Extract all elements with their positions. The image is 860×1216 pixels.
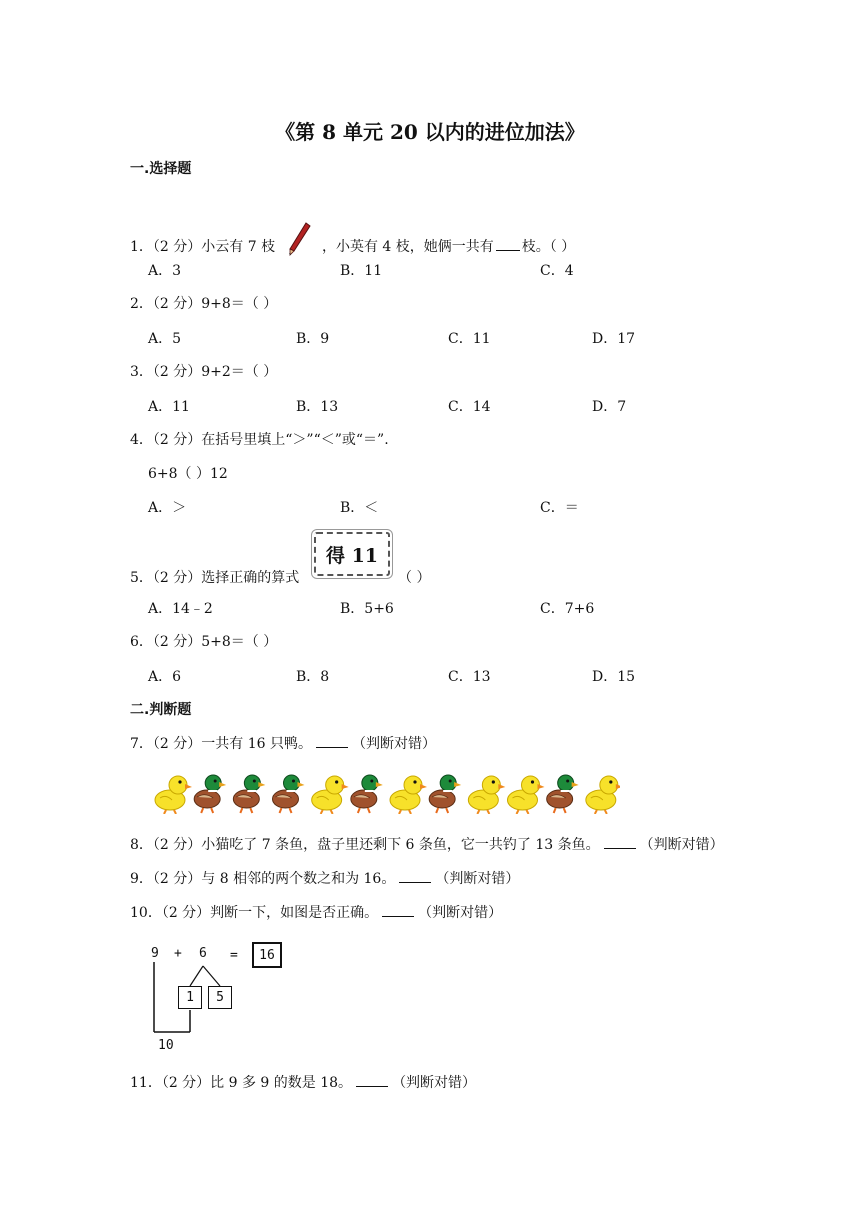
option-c[interactable]: C．11: [448, 331, 491, 347]
question-9: [130, 868, 519, 888]
diagram-plus: +: [174, 946, 182, 961]
question-5: 5．（2 分）选择正确的算式: [130, 570, 300, 586]
question-3: 3．（2 分）9+2＝（ ）: [130, 364, 278, 380]
option-a[interactable]: A．14﹣2: [148, 601, 213, 617]
option-b[interactable]: B．＜: [340, 500, 379, 516]
option-a[interactable]: A．3: [148, 263, 182, 279]
option-b[interactable]: B．5+6: [340, 601, 394, 617]
diagram-equals: =: [230, 948, 238, 963]
option-d[interactable]: D．15: [592, 669, 636, 685]
question-1-text-tail: 枝。（ ）: [521, 239, 576, 255]
diagram-addend-b: 6: [199, 946, 207, 961]
question-9-text: 9．（2 分）与 8 相邻的两个数之和为 16。: [130, 871, 396, 887]
question-10: [130, 902, 502, 922]
mallard-duck-icon: [233, 775, 265, 813]
question-6: 6．（2 分）5+8＝（ ）: [130, 634, 278, 650]
option-c[interactable]: C．13: [448, 669, 491, 685]
section-judge-heading: 二.判断题: [130, 702, 192, 718]
yellow-duck-icon: [586, 776, 620, 814]
target-sum-box: 得 11: [314, 532, 390, 576]
diagram-result: 16: [259, 947, 275, 963]
yellow-duck-icon: [155, 776, 192, 814]
section-choice-heading: 一.选择题: [130, 161, 192, 177]
diagram-addend-a: 9: [151, 946, 159, 961]
option-d[interactable]: D．7: [592, 399, 627, 415]
question-8-text: 8．（2 分）小猫吃了 7 条鱼，盘子里还剩下 6 条鱼，它一共钓了 13 条鱼。: [130, 837, 600, 853]
question-1-text-mid: ，小英有 4 枝，她俩一共有: [321, 239, 494, 255]
yellow-duck-icon: [312, 776, 349, 814]
option-a[interactable]: A．6: [148, 669, 182, 685]
page-title: 《第 8 单元 20 以内的进位加法》: [275, 120, 585, 144]
diagram-split-1: 1: [186, 990, 194, 1005]
option-c[interactable]: C．4: [540, 263, 574, 279]
yellow-duck-icon: [468, 776, 505, 814]
mallard-duck-icon: [351, 775, 383, 813]
question-10-text: 10．（2 分）判断一下，如图是否正确。: [130, 905, 379, 921]
option-d[interactable]: D．17: [592, 331, 636, 347]
option-b[interactable]: B．8: [296, 669, 330, 685]
question-10-tail: （判断对错）: [418, 905, 503, 921]
mallard-duck-icon: [429, 775, 461, 813]
answer-blank[interactable]: [399, 868, 431, 883]
option-a[interactable]: A．＞: [148, 500, 187, 516]
question-11-text: 11．（2 分）比 9 多 9 的数是 18。: [130, 1075, 353, 1091]
answer-blank[interactable]: [356, 1072, 388, 1087]
question-2: 2．（2 分）9+8＝（ ）: [130, 296, 278, 312]
diagram-ten: 10: [158, 1038, 174, 1053]
question-1: [130, 221, 575, 257]
question-7-tail: （判断对错）: [351, 736, 436, 752]
mallard-duck-icon: [273, 775, 305, 813]
question-9-tail: （判断对错）: [435, 871, 520, 887]
question-7-text: 7．（2 分）一共有 16 只鸭。: [130, 736, 312, 752]
option-c[interactable]: C．14: [448, 399, 491, 415]
answer-blank[interactable]: [382, 902, 414, 917]
yellow-duck-icon: [508, 776, 545, 814]
option-a[interactable]: A．11: [148, 399, 190, 415]
option-a[interactable]: A．5: [148, 331, 182, 347]
mallard-duck-icon: [547, 775, 579, 813]
question-4: 4．（2 分）在括号里填上“＞”“＜”或“＝”.: [130, 432, 389, 448]
ducks-illustration: [150, 768, 620, 814]
question-11-tail: （判断对错）: [392, 1075, 477, 1091]
question-7: [130, 733, 436, 753]
diagram-split-2: 5: [216, 990, 224, 1005]
question-8-tail: （判断对错）: [639, 837, 724, 853]
diagram-split-box-2: [208, 986, 232, 1009]
question-5-paren: （ ）: [398, 570, 431, 586]
option-c[interactable]: C．7+6: [540, 601, 595, 617]
pencil-icon: [286, 221, 312, 257]
yellow-duck-icon: [390, 776, 427, 814]
option-b[interactable]: B．11: [340, 263, 383, 279]
mallard-duck-icon: [194, 775, 226, 813]
question-4-expression: 6+8（ ）12: [148, 466, 228, 482]
diagram-split-box-1: [178, 986, 202, 1009]
answer-blank[interactable]: [316, 733, 348, 748]
option-c[interactable]: C．＝: [540, 500, 579, 516]
option-b[interactable]: B．13: [296, 399, 339, 415]
question-8: [130, 834, 724, 854]
answer-blank[interactable]: [604, 834, 636, 849]
make-ten-diagram: [148, 940, 298, 1055]
question-1-text: 1．（2 分）小云有 7 枝: [130, 239, 276, 255]
answer-blank[interactable]: [496, 236, 520, 251]
question-11: [130, 1072, 476, 1092]
option-b[interactable]: B．9: [296, 331, 330, 347]
